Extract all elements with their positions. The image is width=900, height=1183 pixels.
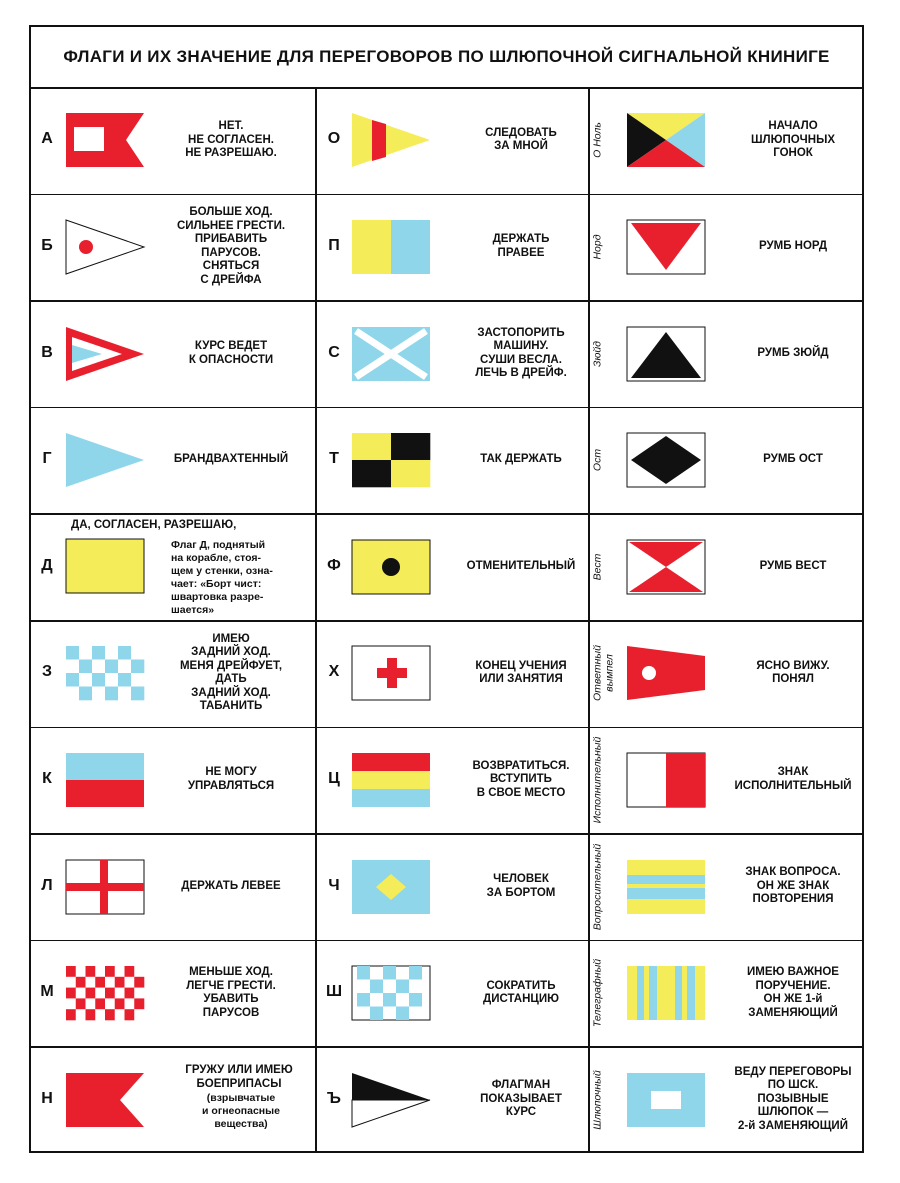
flag-3-col2 bbox=[352, 433, 430, 487]
flag-letter: Н bbox=[41, 1089, 53, 1107]
row-label: О Ноль bbox=[590, 122, 603, 159]
row-divider bbox=[31, 833, 862, 835]
flag-8-col3 bbox=[627, 966, 705, 1020]
flag-meaning: ДЕРЖАТЬ ЛЕВЕЕ bbox=[181, 879, 281, 892]
flag-letter: Л bbox=[41, 876, 53, 894]
flag-0-col3 bbox=[627, 113, 705, 167]
flag-meaning: ДЕРЖАТЬ ПРАВЕЕ bbox=[492, 233, 550, 259]
flag-meaning: МЕНЬШЕ ХОД. ЛЕГЧЕ ГРЕСТИ. УБАВИТЬ ПАРУСОВ bbox=[186, 966, 276, 1019]
flag-4-col3 bbox=[627, 540, 705, 594]
flag-letter: Ц bbox=[328, 769, 340, 787]
flag-0-col1 bbox=[66, 113, 144, 167]
flag-meaning: ЗНАК ВОПРОСА. ОН ЖЕ ЗНАК ПОВТОРЕНИЯ bbox=[745, 866, 841, 906]
flag-meaning: КОНЕЦ УЧЕНИЯ ИЛИ ЗАНЯТИЯ bbox=[475, 659, 567, 686]
flag-2-col1 bbox=[66, 327, 144, 381]
flag-7-col3 bbox=[627, 860, 705, 914]
flag-letter: Ч bbox=[328, 876, 340, 894]
flag-meaning: РУМБ ВЕСТ bbox=[759, 559, 827, 572]
row-divider bbox=[31, 727, 862, 729]
flag-table bbox=[29, 25, 864, 1153]
flag-meaning: НЕТ. НЕ СОГЛАСЕН. НЕ РАЗРЕШАЮ. bbox=[185, 120, 277, 160]
flag-letter: К bbox=[42, 769, 52, 787]
flag-letter: Г bbox=[42, 450, 52, 468]
row-label: Ответный вымпел bbox=[590, 645, 615, 702]
flag-meaning: РУМБ ОСТ bbox=[763, 453, 823, 466]
flag-9-col3 bbox=[627, 1073, 705, 1127]
flag-letter: П bbox=[328, 236, 340, 254]
row-label: Шлюпочный bbox=[590, 1069, 603, 1130]
flag-letter: Ш bbox=[325, 983, 343, 1001]
flag-4-col2 bbox=[352, 540, 430, 594]
flag-8-col2 bbox=[352, 966, 430, 1020]
row-divider bbox=[31, 620, 862, 622]
flag-meaning: ТАК ДЕРЖАТЬ bbox=[480, 453, 562, 466]
flag-9-col1 bbox=[66, 1073, 144, 1127]
flag-7-col2 bbox=[352, 860, 430, 914]
flag-letter: С bbox=[328, 343, 340, 361]
flag-2-col3 bbox=[627, 327, 705, 381]
flag-5-col1 bbox=[66, 646, 144, 700]
row-label: Зюйд bbox=[590, 340, 603, 367]
flag-meaning: БОЛЬШЕ ХОД. СИЛЬНЕЕ ГРЕСТИ. ПРИБАВИТЬ ПАРУСОВ. СНЯТЬСЯ С ДРЕЙФА bbox=[176, 206, 286, 286]
flag-7-col1 bbox=[66, 860, 144, 914]
row-label: Вопросительный bbox=[590, 843, 603, 930]
flag-2-col2 bbox=[352, 327, 430, 381]
flag-meaning: ИМЕЮ ЗАДНИЙ ХОД. МЕНЯ ДРЕЙФУЕТ, ДАТЬ ЗАДНИЙ ХОД. ТАБАНИТЬ bbox=[179, 632, 283, 713]
flag-6-col1 bbox=[66, 753, 144, 807]
row-divider bbox=[31, 194, 862, 196]
flag-meaning: СЛЕДОВАТЬ ЗА МНОЙ bbox=[485, 126, 557, 153]
flag-letter: Д bbox=[41, 556, 53, 574]
flag-meaning: ВОЗВРАТИТЬСЯ. ВСТУПИТЬ В СВОЕ МЕСТО bbox=[472, 759, 570, 799]
flag-6-col2 bbox=[352, 753, 430, 807]
flag-meaning: ДА, СОГЛАСЕН, РАЗРЕШАЮ, bbox=[71, 519, 237, 532]
flag-6-col3 bbox=[627, 753, 705, 807]
row-divider bbox=[31, 300, 862, 302]
page-title: ФЛАГИ И ИХ ЗНАЧЕНИЕ ДЛЯ ПЕРЕГОВОРОВ ПО ШЛЮПОЧНОЙ СИГНАЛЬНОЙ КНИНИГЕ bbox=[31, 27, 862, 89]
flag-meaning: НАЧАЛО ШЛЮПОЧНЫХ ГОНОК bbox=[750, 120, 835, 160]
flag-letter: Т bbox=[329, 450, 339, 468]
row-label: Телеграфный bbox=[590, 958, 603, 1028]
row-divider bbox=[31, 407, 862, 409]
flag-meaning: ОТМЕНИТЕЛЬНЫЙ bbox=[466, 559, 576, 572]
flag-3-col3 bbox=[627, 433, 705, 487]
flag-meaning: ЧЕЛОВЕК ЗА БОРТОМ bbox=[486, 873, 556, 899]
flag-meaning: ИМЕЮ ВАЖНОЕ ПОРУЧЕНИЕ. ОН ЖЕ 1-й ЗАМЕНЯЮЩИЙ bbox=[747, 966, 839, 1019]
row-divider bbox=[31, 1046, 862, 1048]
flag-meaning: РУМБ ЗЮЙД bbox=[757, 346, 829, 359]
flag-meaning: КУРС ВЕДЕТ К ОПАСНОСТИ bbox=[188, 340, 274, 366]
flag-letter: А bbox=[41, 130, 53, 148]
flag-1-col1 bbox=[66, 220, 144, 274]
row-label: Вест bbox=[590, 553, 603, 581]
flag-5-col2 bbox=[352, 646, 430, 700]
flag-letter: В bbox=[41, 343, 53, 361]
flag-meaning: ЗАСТОПОРИТЬ МАШИНУ. СУШИ ВЕСЛА. ЛЕЧЬ В ДРЕЙФ. bbox=[475, 326, 567, 379]
flag-letter: Ъ bbox=[327, 1089, 341, 1107]
flag-0-col2 bbox=[352, 113, 430, 167]
flag-letter: М bbox=[40, 983, 54, 1001]
row-label: Ост bbox=[590, 449, 603, 472]
flag-meaning: ГРУЖУ ИЛИ ИМЕЮ БОЕПРИПАСЫ bbox=[185, 1064, 293, 1090]
flag-meaning: БРАНДВАХТЕННЫЙ bbox=[173, 453, 289, 466]
flag-note: Флаг Д, поднятый на корабле, стоя- щем у стенки, озна- чает: «Борт чист: швартовка разре- шается» bbox=[171, 539, 273, 617]
flag-5-col3 bbox=[627, 646, 705, 700]
flag-note: (взрывчатые и огнеопасные вещества) bbox=[202, 1092, 280, 1131]
flag-meaning: НЕ МОГУ УПРАВЛЯТЬСЯ bbox=[187, 766, 275, 792]
flag-meaning: ВЕДУ ПЕРЕГОВОРЫ ПО ШСК. ПОЗЫВНЫЕ ШЛЮПОК — 2-й ЗАМЕНЯЮЩИЙ bbox=[734, 1065, 852, 1132]
flag-letter: Х bbox=[328, 663, 340, 681]
flag-meaning: ЗНАК ИСПОЛНИТЕЛЬНЫЙ bbox=[734, 766, 852, 792]
row-label: Исполнительный bbox=[590, 736, 603, 824]
flag-meaning: ЯСНО ВИЖУ. ПОНЯЛ bbox=[756, 659, 830, 686]
flag-1-col2 bbox=[352, 220, 430, 274]
flag-letter: Б bbox=[41, 236, 53, 254]
flag-letter: О bbox=[327, 130, 341, 148]
flag-meaning: СОКРАТИТЬ ДИСТАНЦИЮ bbox=[483, 979, 559, 1006]
flag-8-col1 bbox=[66, 966, 144, 1020]
flag-letter: З bbox=[41, 663, 53, 681]
row-divider bbox=[31, 940, 862, 942]
row-divider bbox=[31, 513, 862, 515]
flag-9-col2 bbox=[352, 1073, 430, 1127]
flag-meaning: РУМБ НОРД bbox=[758, 240, 828, 253]
flag-3-col1 bbox=[66, 433, 144, 487]
row-label: Норд bbox=[590, 234, 603, 260]
flag-1-col3 bbox=[627, 220, 705, 274]
flag-4-col1 bbox=[66, 539, 144, 593]
flag-meaning: ФЛАГМАН ПОКАЗЫВАЕТ КУРС bbox=[480, 1079, 562, 1119]
flag-letter: Ф bbox=[327, 556, 341, 574]
